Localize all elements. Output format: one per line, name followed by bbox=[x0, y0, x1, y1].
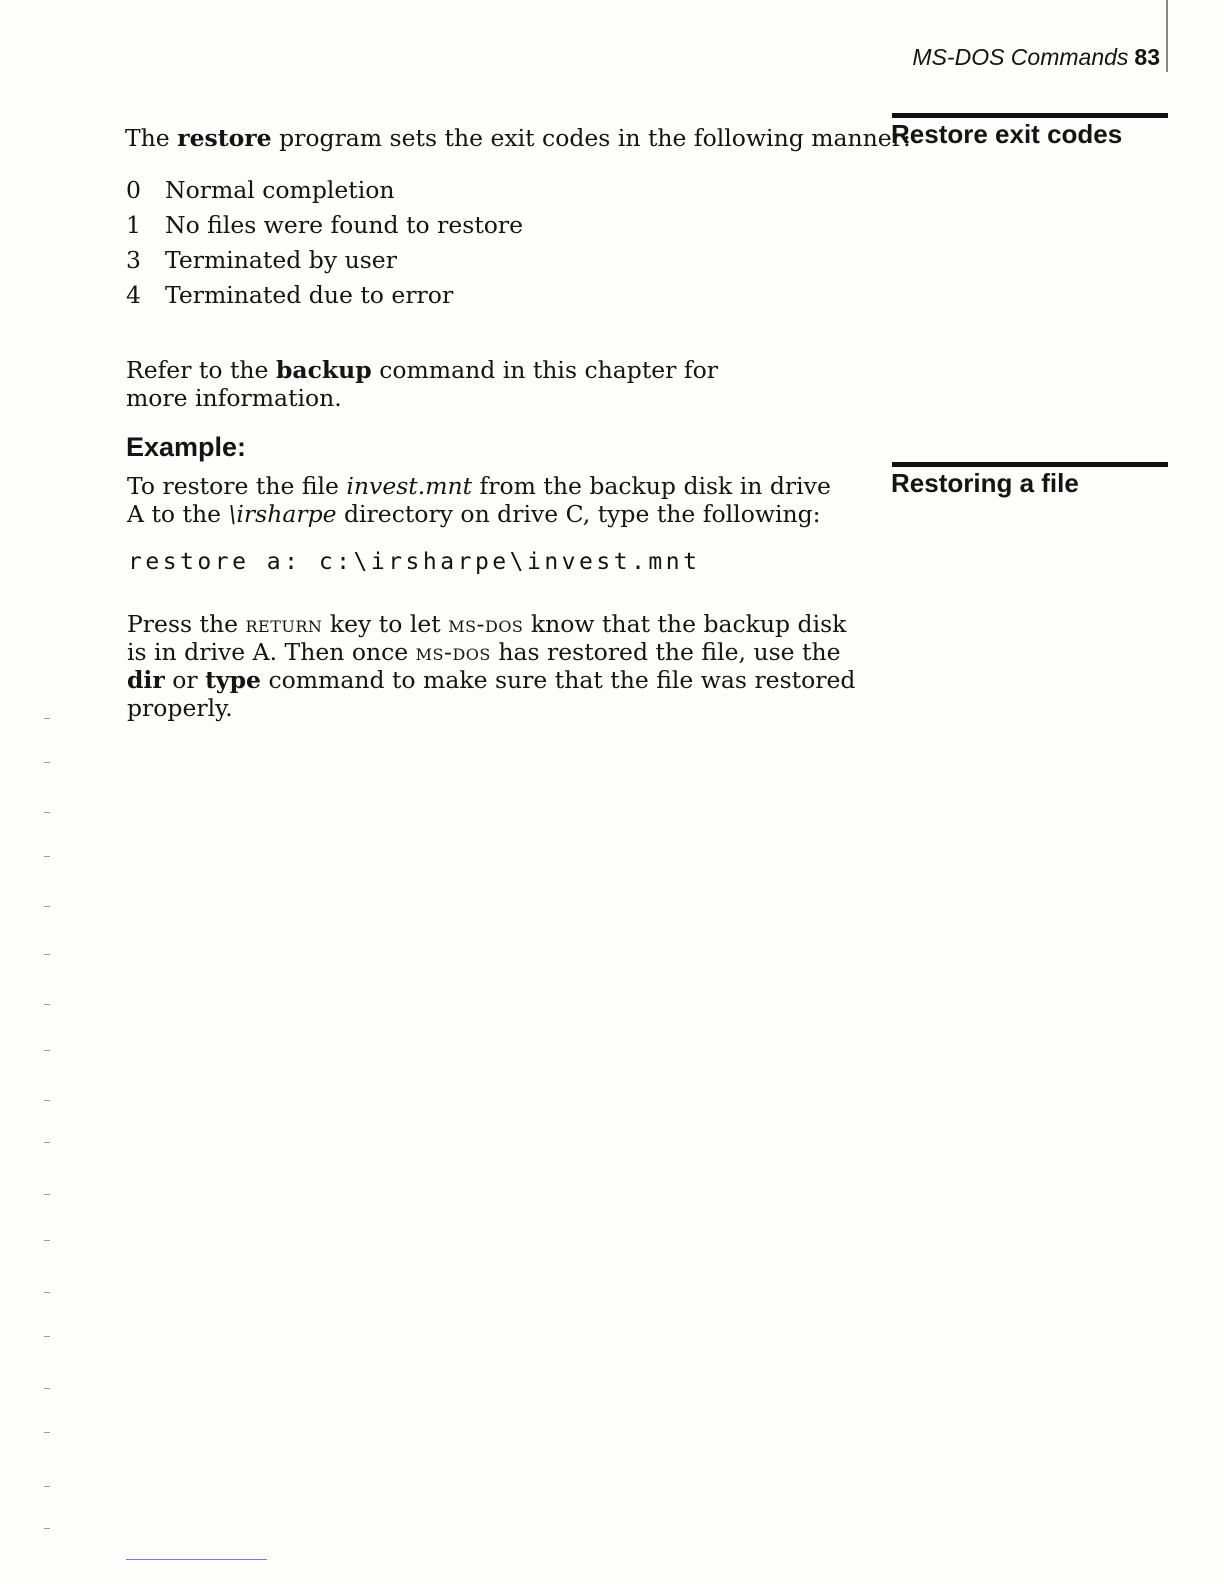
example-paragraph-2 bbox=[127, 610, 862, 722]
example-heading: Example: bbox=[126, 432, 247, 462]
p2-a: Press the bbox=[127, 610, 246, 638]
refer-paragraph bbox=[126, 356, 766, 412]
refer-post: command in this chapter for more information. bbox=[126, 356, 718, 412]
margin-mark bbox=[44, 1004, 50, 1005]
p1-pre: To restore the file bbox=[127, 472, 347, 500]
exit-code-list bbox=[126, 176, 523, 316]
margin-mark bbox=[44, 1528, 50, 1529]
margin-mark bbox=[44, 1100, 50, 1101]
dir-command: dir bbox=[127, 666, 165, 694]
margin-mark bbox=[44, 1336, 50, 1337]
return-key-label: return bbox=[245, 610, 323, 638]
intro-pre: The bbox=[125, 124, 178, 152]
code-example: restore a: c:\irsharpe\invest.mnt bbox=[128, 549, 701, 575]
list-item bbox=[126, 246, 523, 281]
exit-code: 4 bbox=[126, 281, 141, 309]
margin-mark bbox=[44, 1486, 50, 1487]
msdos-label: ms-dos bbox=[415, 638, 491, 666]
side-rule-restoring bbox=[892, 462, 1168, 467]
refer-command: backup bbox=[275, 356, 372, 384]
exit-code-text: No files were found to restore bbox=[165, 211, 524, 239]
header-rule bbox=[1166, 0, 1168, 72]
example-paragraph-1 bbox=[127, 472, 847, 528]
msdos-label: ms-dos bbox=[448, 610, 524, 638]
margin-mark bbox=[44, 1432, 50, 1433]
refer-pre: Refer to the bbox=[126, 356, 276, 384]
side-heading-exit-codes: Restore exit codes bbox=[891, 119, 1123, 149]
running-header-title: MS-DOS Commands bbox=[912, 44, 1129, 70]
margin-mark bbox=[44, 812, 50, 813]
list-item bbox=[126, 211, 523, 246]
p2-b: key to let bbox=[322, 610, 449, 638]
exit-code-text: Terminated due to error bbox=[165, 281, 454, 309]
running-header bbox=[912, 44, 1160, 71]
margin-mark bbox=[44, 906, 50, 907]
side-rule-exit-codes bbox=[892, 113, 1168, 118]
list-item bbox=[126, 281, 523, 316]
type-command: type bbox=[205, 666, 261, 694]
p2-d: has restored the file, use the bbox=[490, 638, 841, 666]
p2-c: know that the backup disk is in drive A. Then once bbox=[127, 610, 847, 666]
intro-post: program sets the exit codes in the following manner: bbox=[271, 124, 911, 152]
margin-mark bbox=[44, 1388, 50, 1389]
margin-mark bbox=[44, 954, 50, 955]
exit-code: 0 bbox=[126, 176, 141, 204]
margin-mark bbox=[44, 718, 50, 719]
side-heading-restoring: Restoring a file bbox=[891, 468, 1079, 498]
margin-mark bbox=[44, 1194, 50, 1195]
margin-mark bbox=[44, 1240, 50, 1241]
p1-directory: \irsharpe bbox=[228, 500, 337, 528]
exit-code-text: Terminated by user bbox=[165, 246, 397, 274]
margin-mark bbox=[44, 1050, 50, 1051]
exit-code-text: Normal completion bbox=[165, 176, 395, 204]
exit-code: 1 bbox=[126, 211, 141, 239]
margin-mark bbox=[44, 1292, 50, 1293]
list-item bbox=[126, 176, 523, 211]
margin-mark bbox=[44, 1142, 50, 1143]
p1-mid: from the backup disk in drive A to the bbox=[127, 472, 831, 528]
p1-post: directory on drive C, type the following: bbox=[336, 500, 821, 528]
intro-command: restore bbox=[177, 124, 272, 152]
p1-filename: invest.mnt bbox=[346, 472, 473, 500]
p2-f: command to make sure that the file was restored properly. bbox=[127, 666, 856, 722]
intro-paragraph bbox=[125, 124, 911, 152]
exit-code: 3 bbox=[126, 246, 141, 274]
footer-rule bbox=[126, 1559, 267, 1560]
p2-e: or bbox=[164, 666, 206, 694]
margin-mark bbox=[44, 856, 50, 857]
margin-mark bbox=[44, 762, 50, 763]
page-number: 83 bbox=[1134, 44, 1160, 70]
